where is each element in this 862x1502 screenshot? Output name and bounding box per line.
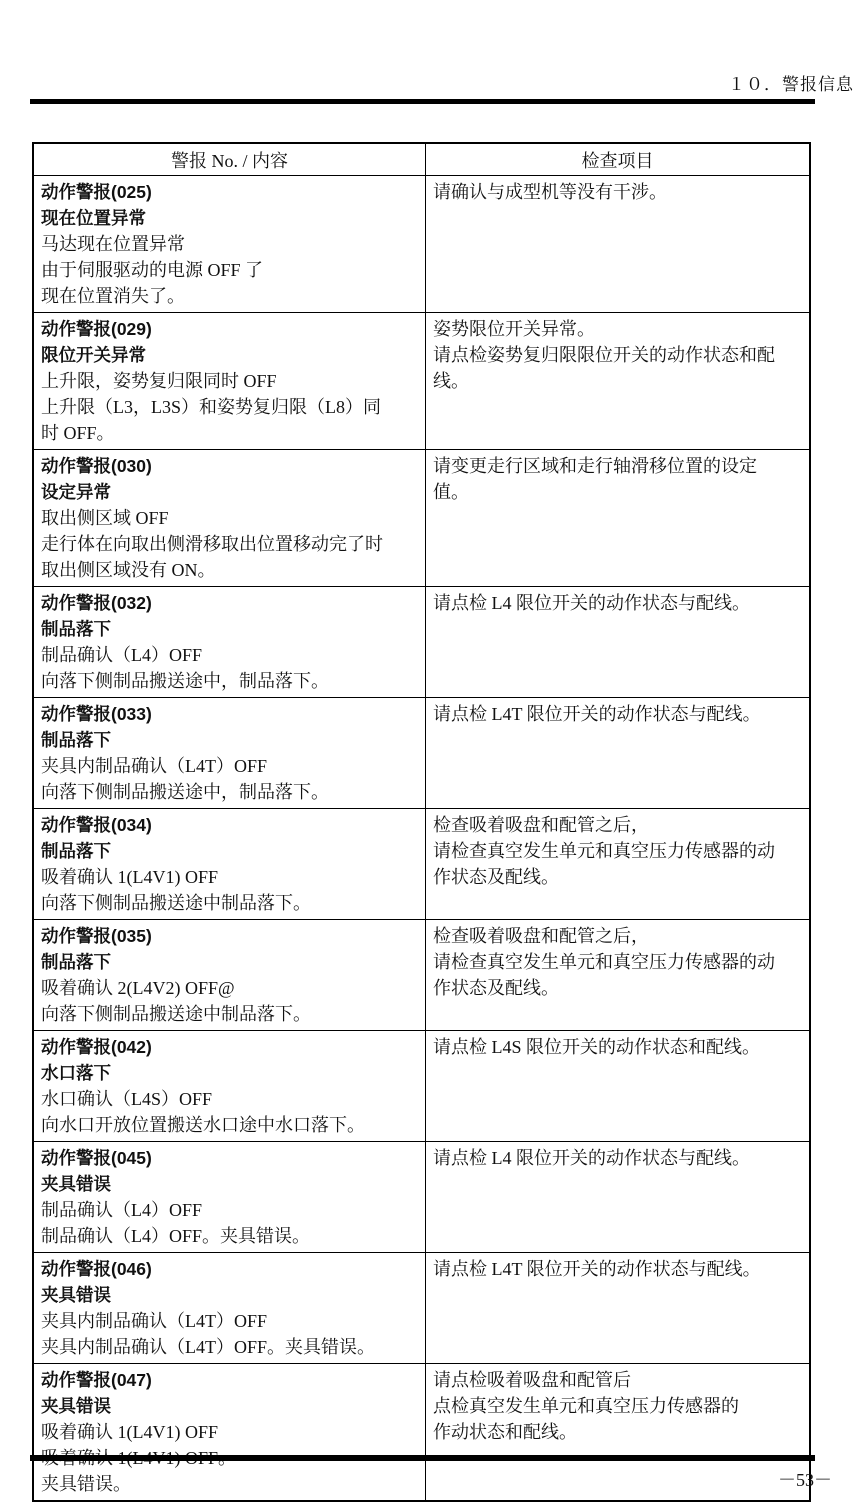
alarm-no-line: 动作警报(025) bbox=[41, 182, 152, 202]
alarm-cell bbox=[34, 587, 426, 697]
alarm-desc-line: 吸着确认 2(L4V2) OFF@ bbox=[41, 978, 235, 998]
alarm-desc-line: 向落下侧制品搬送途中，制品落下。 bbox=[41, 671, 329, 691]
check-cell bbox=[426, 698, 809, 808]
check-cell bbox=[426, 1364, 809, 1500]
alarm-desc-line: 向落下侧制品搬送途中，制品落下。 bbox=[41, 782, 329, 802]
check-line: 请点检 L4T 限位开关的动作状态与配线。 bbox=[433, 704, 761, 724]
alarm-table bbox=[32, 142, 811, 1502]
column-header-check: 检查项目 bbox=[581, 151, 654, 171]
alarm-desc-line: 制品确认（L4）OFF bbox=[41, 645, 203, 665]
alarm-table-body bbox=[34, 176, 809, 1500]
alarm-desc-line: 吸着确认 1(L4V1) OFF bbox=[41, 867, 219, 887]
alarm-no-line: 动作警报(045) bbox=[41, 1148, 152, 1168]
alarm-table-header-row bbox=[34, 144, 809, 176]
check-cell bbox=[426, 313, 809, 449]
alarm-desc-line: 夹具内制品确认（L4T）OFF。夹具错误。 bbox=[41, 1337, 376, 1357]
check-line: 请点检 L4 限位开关的动作状态与配线。 bbox=[433, 593, 750, 613]
alarm-desc-line: 吸着确认 1(L4V1) OFF bbox=[41, 1422, 219, 1442]
table-row bbox=[34, 698, 809, 809]
table-row bbox=[34, 1142, 809, 1253]
alarm-no-line: 动作警报(029) bbox=[41, 319, 152, 339]
check-cell bbox=[426, 587, 809, 697]
alarm-desc-line: 制品确认（L4）OFF。夹具错误。 bbox=[41, 1226, 311, 1246]
alarm-cell bbox=[34, 1253, 426, 1363]
check-line: 作状态及配线。 bbox=[433, 978, 559, 998]
check-line: 请点检吸着吸盘和配管后 bbox=[433, 1370, 631, 1390]
page-header-title: １０．警报信息 bbox=[728, 75, 854, 94]
check-line: 请确认与成型机等没有干涉。 bbox=[433, 182, 667, 202]
alarm-name-line: 制品落下 bbox=[41, 952, 111, 972]
alarm-cell bbox=[34, 698, 426, 808]
table-row bbox=[34, 809, 809, 920]
alarm-no-line: 动作警报(047) bbox=[41, 1370, 152, 1390]
alarm-no-line: 动作警报(030) bbox=[41, 456, 152, 476]
table-row bbox=[34, 313, 809, 450]
alarm-desc-line: 走行体在向取出侧滑移取出位置移动完了时 bbox=[41, 534, 383, 554]
check-line: 作动状态和配线。 bbox=[433, 1422, 577, 1442]
check-cell bbox=[426, 176, 809, 312]
table-row bbox=[34, 587, 809, 698]
alarm-no-line: 动作警报(042) bbox=[41, 1037, 152, 1057]
alarm-desc-line: 上升限，姿势复归限同时 OFF bbox=[41, 371, 277, 391]
check-cell bbox=[426, 1031, 809, 1141]
alarm-cell bbox=[34, 920, 426, 1030]
alarm-name-line: 制品落下 bbox=[41, 619, 111, 639]
check-line: 值。 bbox=[433, 482, 469, 502]
page-number: －53－ bbox=[778, 1470, 832, 1490]
check-cell bbox=[426, 920, 809, 1030]
alarm-name-line: 水口落下 bbox=[41, 1063, 111, 1083]
check-line: 作状态及配线。 bbox=[433, 867, 559, 887]
check-line: 请点检 L4T 限位开关的动作状态与配线。 bbox=[433, 1259, 761, 1279]
alarm-desc-line: 向落下侧制品搬送途中制品落下。 bbox=[41, 893, 311, 913]
alarm-desc-line: 上升限（L3，L3S）和姿势复归限（L8）同 bbox=[41, 397, 381, 417]
alarm-desc-line: 取出侧区域 OFF bbox=[41, 508, 169, 528]
check-line: 检查吸着吸盘和配管之后， bbox=[433, 815, 649, 835]
alarm-desc-line: 时 OFF。 bbox=[41, 423, 115, 443]
alarm-name-line: 夹具错误 bbox=[41, 1396, 111, 1416]
check-line: 点检真空发生单元和真空压力传感器的 bbox=[433, 1396, 739, 1416]
table-row bbox=[34, 920, 809, 1031]
alarm-cell bbox=[34, 176, 426, 312]
alarm-desc-line: 马达现在位置异常 bbox=[41, 234, 185, 254]
check-line: 请检查真空发生单元和真空压力传感器的动 bbox=[433, 841, 775, 861]
header-rule bbox=[30, 99, 815, 104]
alarm-desc-line: 现在位置消失了。 bbox=[41, 286, 185, 306]
alarm-cell bbox=[34, 450, 426, 586]
alarm-name-line: 夹具错误 bbox=[41, 1285, 111, 1305]
alarm-cell bbox=[34, 1364, 426, 1500]
check-line: 请检查真空发生单元和真空压力传感器的动 bbox=[433, 952, 775, 972]
alarm-desc-line: 向落下侧制品搬送途中制品落下。 bbox=[41, 1004, 311, 1024]
alarm-name-line: 设定异常 bbox=[41, 482, 111, 502]
alarm-cell bbox=[34, 809, 426, 919]
check-cell bbox=[426, 809, 809, 919]
alarm-desc-line: 水口确认（L4S）OFF bbox=[41, 1089, 213, 1109]
check-line: 请变更走行区域和走行轴滑移位置的设定 bbox=[433, 456, 757, 476]
alarm-desc-line: 制品确认（L4）OFF bbox=[41, 1200, 203, 1220]
check-line: 检查吸着吸盘和配管之后， bbox=[433, 926, 649, 946]
alarm-name-line: 制品落下 bbox=[41, 730, 111, 750]
alarm-name-line: 夹具错误 bbox=[41, 1174, 111, 1194]
check-line: 线。 bbox=[433, 371, 469, 391]
alarm-desc-line: 由于伺服驱动的电源 OFF 了 bbox=[41, 260, 264, 280]
alarm-name-line: 制品落下 bbox=[41, 841, 111, 861]
alarm-desc-line: 向水口开放位置搬送水口途中水口落下。 bbox=[41, 1115, 365, 1135]
alarm-desc-line: 夹具内制品确认（L4T）OFF bbox=[41, 756, 268, 776]
alarm-desc-line: 夹具内制品确认（L4T）OFF bbox=[41, 1311, 268, 1331]
check-line: 请点检姿势复归限限位开关的动作状态和配 bbox=[433, 345, 775, 365]
alarm-no-line: 动作警报(032) bbox=[41, 593, 152, 613]
table-row bbox=[34, 1364, 809, 1500]
alarm-cell bbox=[34, 1031, 426, 1141]
alarm-name-line: 现在位置异常 bbox=[41, 208, 146, 228]
table-row bbox=[34, 1031, 809, 1142]
check-cell bbox=[426, 450, 809, 586]
table-row bbox=[34, 1253, 809, 1364]
alarm-no-line: 动作警报(033) bbox=[41, 704, 152, 724]
footer-rule bbox=[30, 1455, 815, 1461]
table-row bbox=[34, 450, 809, 587]
alarm-cell bbox=[34, 1142, 426, 1252]
alarm-no-line: 动作警报(046) bbox=[41, 1259, 152, 1279]
table-row bbox=[34, 176, 809, 313]
check-line: 请点检 L4S 限位开关的动作状态和配线。 bbox=[433, 1037, 761, 1057]
alarm-desc-line: 夹具错误。 bbox=[41, 1474, 131, 1494]
check-line: 姿势限位开关异常。 bbox=[433, 319, 595, 339]
check-line: 请点检 L4 限位开关的动作状态与配线。 bbox=[433, 1148, 750, 1168]
check-cell bbox=[426, 1142, 809, 1252]
column-header-alarm: 警报 No. / 内容 bbox=[34, 144, 426, 175]
alarm-no-line: 动作警报(034) bbox=[41, 815, 152, 835]
alarm-name-line: 限位开关异常 bbox=[41, 345, 146, 365]
check-cell bbox=[426, 1253, 809, 1363]
alarm-desc-line: 取出侧区域没有 ON。 bbox=[41, 560, 216, 580]
alarm-cell bbox=[34, 313, 426, 449]
alarm-no-line: 动作警报(035) bbox=[41, 926, 152, 946]
